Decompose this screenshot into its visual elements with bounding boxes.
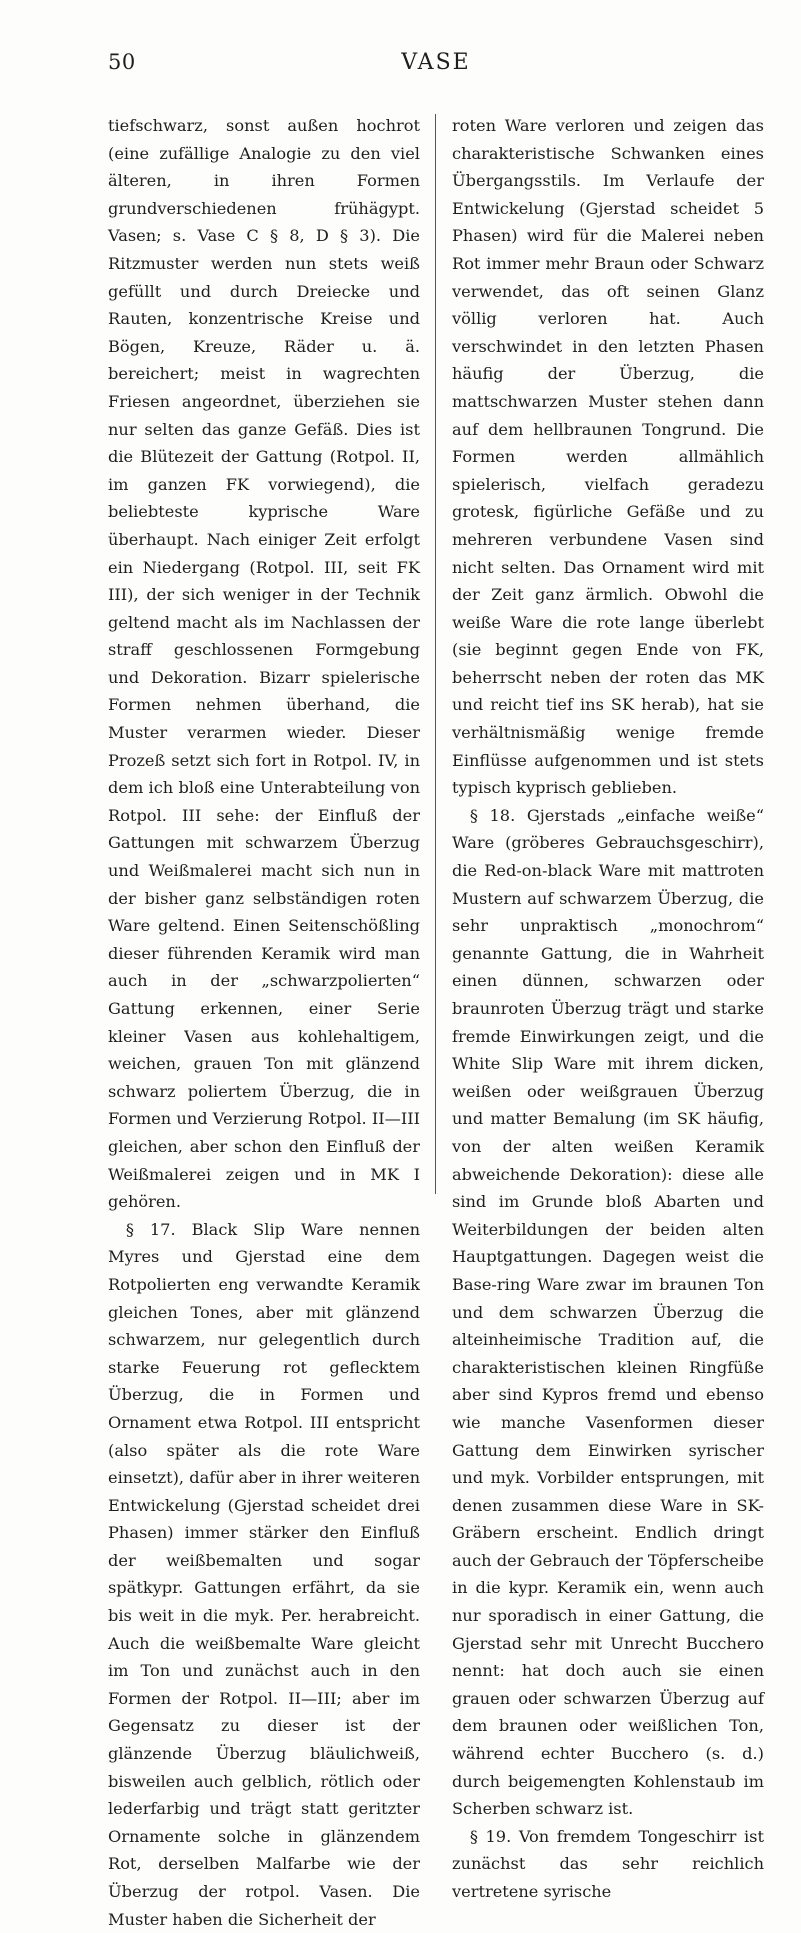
paragraph-section-18: § 18. Gjerstads „einfache weiße“ Ware (gröberes Gebrauchsgeschirr), die Red-on-black Ware mit mattroten Mustern auf schwarzem Überzug, die sehr unpraktisch „monochrom“ genannte Gattung, die in Wahrheit einen dünnen, schwarzen oder braunroten Überzug trägt und starke fremde Einwirkungen zeigt, und die White Slip Ware mit ihrem dicken, weißen oder weißgrauen Überzug und matter Bemalung (im SK häufig, von der alten weißen Keramik abweichende Dekoration): diese alle sind im Grunde bloß Abarten und Weiterbildungen der beiden alten Hauptgattungen. Dagegen weist die Base-ring Ware zwar im braunen Ton und dem schwarzen Überzug die alteinheimische Tradition auf, die charakteristischen kleinen Ringfüße aber sind Kypros fremd und ebenso wie manche Vasenformen dieser Gattung dem Einwirken syrischer und myk. Vorbilder entsprungen, mit denen zusammen diese Ware in SK-Gräbern erscheint. Endlich dringt auch der Gebrauch der Töpferscheibe in die kypr. Keramik ein, wenn auch nur sporadisch in einer Gattung, die Gjerstad sehr mit Unrecht Bucchero nennt: hat doch auch sie einen grauen oder schwarzen Überzug auf dem braunen oder weißlichen Ton, während echter Bucchero (s. d.) durch beigemengten Kohlenstaub im Scherben schwarz ist.: [452, 805, 764, 1819]
right-column: [452, 112, 764, 1901]
paragraph-section-19: § 19. Von fremdem Tongeschirr ist zunächst das sehr reichlich vertretene syrische: [452, 1826, 764, 1901]
paragraph-section-17: § 17. Black Slip Ware nennen Myres und Gjerstad eine dem Rotpolierten eng verwandte Keramik gleichen Tones, aber mit glänzend schwarzem, nur gelegentlich durch starke Feuerung rot geflecktem Überzug, die in Formen und Ornament etwa Rotpol. III entspricht (also später als die rote Ware einsetzt), dafür aber in ihrer weiteren Entwickelung (Gjerstad scheidet drei Phasen) immer stärker den Einfluß der weißbemalten und sogar spätkypr. Gattungen erfährt, da sie bis weit in die myk. Per. herabreicht. Auch die weißbemalte Ware gleicht im Ton und zunächst auch in den Formen der Rotpol. II—III; aber im Gegensatz zu dieser ist der glänzende Überzug bläulichweiß, bisweilen auch gelblich, rötlich oder lederfarbig und trägt statt geritzter Ornamente solche in glänzendem Rot, derselben Malfarbe wie der Überzug der rotpol. Vasen. Die Muster haben die Sicherheit der: [108, 1219, 420, 1929]
paragraph: tiefschwarz, sonst außen hochrot (eine zufällige Analogie zu den viel älteren, in ihren Formen grundverschiedenen frühägypt. Vasen; s. Vase C § 8, D § 3). Die Ritzmuster werden nun stets weiß gefüllt und durch Dreiecke und Rauten, konzentrische Kreise und Bögen, Kreuze, Räder u. ä. bereichert; meist in wagrechten Friesen angeordnet, überziehen sie nur selten das ganze Gefäß. Dies ist die Blütezeit der Gattung (Rotpol. II, im ganzen FK vorwiegend), die beliebteste kyprische Ware überhaupt. Nach einiger Zeit erfolgt ein Niedergang (Rotpol. III, seit FK III), der sich weniger in der Technik geltend macht als im Nachlassen der straff geschlossenen Formgebung und Dekoration. Bizarr spielerische Formen nehmen überhand, die Muster verarmen wieder. Dieser Prozeß setzt sich fort in Rotpol. IV, in dem ich bloß eine Unterabteilung von Rotpol. III sehe: der Einfluß der Gattungen mit schwarzem Überzug und Weißmalerei macht sich nun in der bisher ganz selbständigen roten Ware geltend. Einen Seitenschößling dieser führenden Keramik wird man auch in der „schwarzpolierten“ Gattung erkennen, einer Serie kleiner Vasen aus kohlehaltigem, weichen, grauen Ton mit glänzend schwarz poliertem Überzug, die in Formen und Verzierung Rotpol. II—III gleichen, aber schon den Einfluß der Weißmalerei zeigen und in MK I gehören.: [108, 116, 420, 1212]
page-number: 50: [108, 50, 136, 74]
paragraph: roten Ware verloren und zeigen das charakteristische Schwanken eines Übergangsstils. Im Verlaufe der Entwickelung (Gjerstad scheidet 5 Phasen) wird für die Malerei neben Rot immer mehr Braun oder Schwarz verwendet, das oft seinen Glanz völlig verloren hat. Auch verschwindet in den letzten Phasen häufig der Überzug, die mattschwarzen Muster stehen dann auf dem hellbraunen Tongrund. Die Formen werden allmählich spielerisch, vielfach geradezu grotesk, figürliche Gefäße und zu mehreren verbundene Vasen sind nicht selten. Das Ornament wird mit der Zeit ganz ärmlich. Obwohl die weiße Ware die rote lange überlebt (sie beginnt gegen Ende von FK, beherrscht neben der roten das MK und reicht tief ins SK herab), hat sie verhältnismäßig wenige fremde Einflüsse aufgenommen und ist stets typisch kyprisch geblieben.: [452, 116, 764, 798]
column-divider: [435, 114, 436, 1194]
left-column: [108, 112, 420, 1929]
page-header: [108, 50, 764, 90]
running-title: VASE: [401, 50, 471, 75]
text-columns: [108, 112, 764, 1929]
